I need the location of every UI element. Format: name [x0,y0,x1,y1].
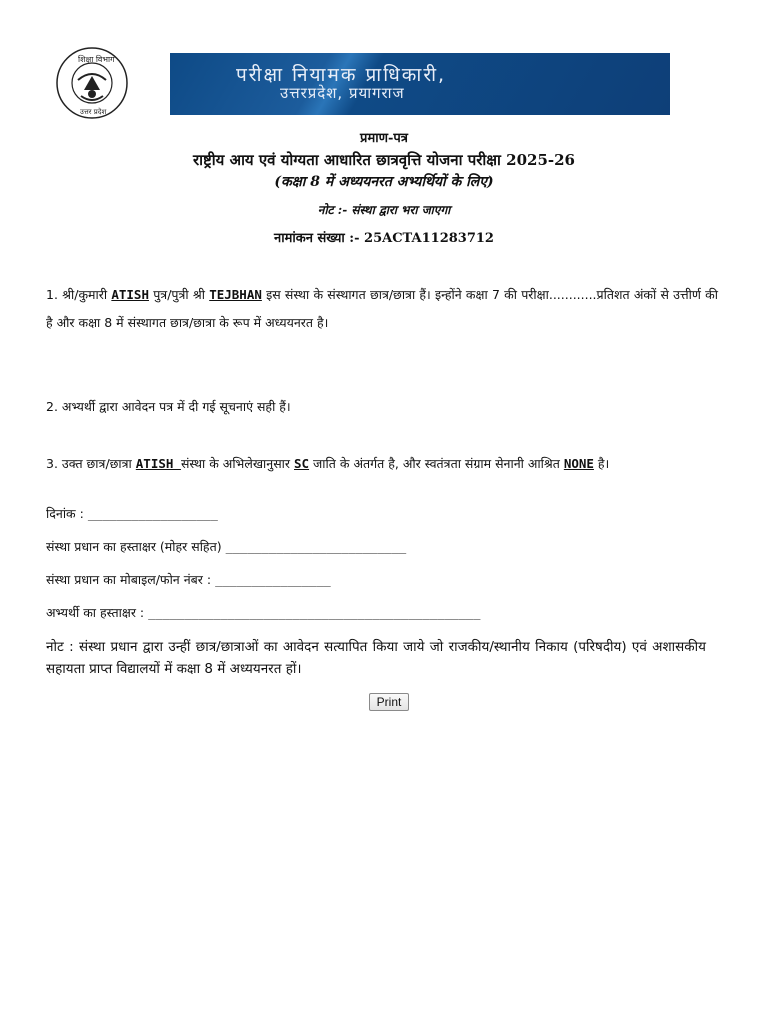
candidate-signature-label: अभ्यर्थी का हस्ताक्षर : [46,605,145,620]
class-note: (कक्षा 8 में अध्ययनरत अभ्यर्थियों के लिए) [274,174,494,190]
head-signature-row [46,538,406,555]
date-row [46,505,218,522]
candidate-signature-row [46,604,480,621]
exam-name: राष्ट्रीय आय एवं योग्यता आधारित छात्रवृत्ति योजना परीक्षा 2025-26 [193,151,575,169]
header-banner [170,53,670,115]
paragraph-2: 2. अभ्यर्थी द्वारा आवेदन पत्र में दी गई सूचनाएं सही हैं। [46,399,291,414]
head-mobile-line: ________________ [215,573,331,587]
head-signature-label: संस्था प्रधान का हस्ताक्षर (मोहर सहित) [46,539,222,554]
p3-mid: संस्था के अभिलेखानुसार [180,456,294,471]
date-label: दिनांक : [46,506,84,521]
p1-prefix: 1. श्री/कुमारी [46,287,112,302]
p1-mid: पुत्र/पुत्री श्री [148,287,210,302]
print-button[interactable]: Print [369,693,409,711]
head-mobile-row [46,571,331,588]
enrollment-number: नामांकन संख्या :- 25ACTA11283712 [274,231,494,246]
logo-text-bottom: उत्तर प्रदेश [80,108,107,116]
paragraph-1 [46,281,718,337]
caste: SC [294,456,310,471]
education-department-logo [48,46,136,120]
certificate-heading: प्रमाण-पत्र [360,131,408,146]
fill-note: नोट :- संस्था द्वारा भरा जाएगा [317,203,451,217]
p3-mid2: जाति के अंतर्गत है, और स्वतंत्रता संग्राम सेनानी आश्रित [309,456,564,471]
candidate-signature-line: ______________________________________________ [148,606,481,620]
head-mobile-label: संस्था प्रधान का मोबाइल/फोन नंबर : [46,572,212,587]
date-line: __________________ [87,507,218,521]
father-name: TEJBHAN [209,287,262,302]
student-name: ATISH [111,287,149,302]
footer-note: नोट : संस्था प्रधान द्वारा उन्हीं छात्र/छात्राओं का आवेदन सत्यापित किया जाये जो राजकीय/स्थानीय निकाय (परिषदीय) एवं अशासकीय सहायता प्राप्त विद्यालयों में कक्षा 8 में अध्ययनरत हों। [46,639,706,677]
student-name-2: ATISH [135,456,181,471]
banner-subtitle: उत्तरप्रदेश, प्रयागराज [280,84,405,102]
p3-prefix: 3. उक्त छात्र/छात्रा [46,456,136,471]
freedom-fighter-dependent: NONE [563,456,594,471]
head-signature-line: _________________________ [225,540,407,554]
banner-title: परीक्षा नियामक प्राधिकारी, [236,64,447,86]
paragraph-3 [46,450,718,478]
p1-rest: इस संस्था के संस्थागत छात्र/छात्रा हैं। इन्होंने कक्षा 7 की परीक्षा............प्रतिशत अंकों से उत्तीर्ण की है और कक्षा 8 में संस्थागत छात्र/छात्रा के रूप में अध्ययनरत है। [46,287,718,330]
logo-text-top: शिक्षा विभाग [78,55,115,64]
p3-end: है। [593,456,610,471]
